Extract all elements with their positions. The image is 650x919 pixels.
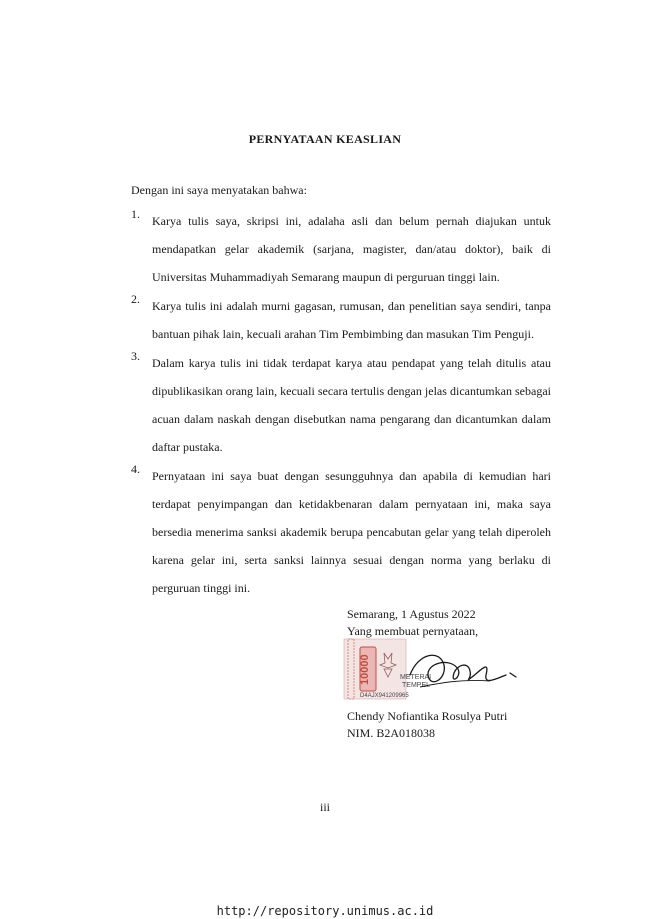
signer-nim: NIM. B2A018038 xyxy=(347,726,436,740)
page-number: iii xyxy=(319,800,330,814)
list-item-number: 1. xyxy=(131,207,140,221)
list-item xyxy=(131,292,551,348)
stamp-label-1: METERAI xyxy=(400,674,432,681)
signature-space xyxy=(347,640,507,708)
stamp-value: 10000 xyxy=(359,654,371,685)
maker-label: Yang membuat pernyataan, xyxy=(347,624,479,638)
list-item-text: Karya tulis ini adalah murni gagasan, rumusan, dan penelitian saya sendiri, tanpa bantuan pihak lain, kecuali arahan Tim Pembimbing dan masukan Tim Penguji. xyxy=(152,299,551,341)
statement-list xyxy=(131,207,551,603)
footer-url: http://repository.unimus.ac.id xyxy=(216,904,434,918)
place-date: Semarang, 1 Agustus 2022 xyxy=(347,607,476,621)
list-item xyxy=(131,349,551,461)
intro-text: Dengan ini saya menyatakan bahwa: xyxy=(131,183,307,197)
list-item-number: 4. xyxy=(131,462,140,476)
list-item-number: 3. xyxy=(131,349,140,363)
list-item xyxy=(131,207,551,291)
list-item-text: Pernyataan ini saya buat dengan sesungguhnya dan apabila di kemudian hari terdapat penyimpangan dan ketidakbenaran dalam pernyataan ini, maka saya bersedia menerima sanksi akademik berupa pencabutan gelar yang telah diperoleh karena gelar ini, serta sanksi lainnya sesuai dengan norma yang berlaku di perguruan tinggi ini. xyxy=(152,469,551,595)
signature-block xyxy=(347,606,507,742)
list-item-text: Dalam karya tulis ini tidak terdapat karya atau pendapat yang telah ditulis atau dipublikasikan orang lain, kecuali secara tertulis dengan jelas dicantumkan sebagai acuan dalam naskah dengan disebutkan nama pengarang dan dicantumkan dalam daftar pustaka. xyxy=(152,356,551,454)
list-item-number: 2. xyxy=(131,292,140,306)
list-item-text: Karya tulis saya, skripsi ini, adalaha asli dan belum pernah diajukan untuk mendapatkan gelar akademik (sarjana, magister, dan/atau doktor), baik di Universitas Muhammadiyah Semarang maupun di perguruan tinggi lain. xyxy=(152,214,551,284)
stamp-serial: D4AJX941209965 xyxy=(360,693,409,699)
signer-name: Chendy Nofiantika Rosulya Putri xyxy=(347,709,508,723)
list-item xyxy=(131,462,551,602)
stamp-label-2: TEMPEL xyxy=(402,682,431,689)
page-title: PERNYATAAN KEASLIAN xyxy=(248,132,402,146)
